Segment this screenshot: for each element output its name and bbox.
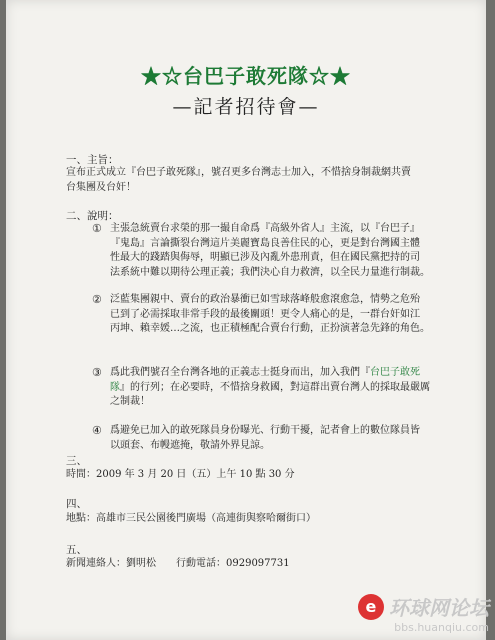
- event-time: 時間：2009 年 3 月 20 日（五）上午 10 點 30 分: [66, 469, 295, 480]
- item-line: 丙坤、賴幸媛…之流，也正積極配合賣台行動，正扮演著急先鋒的角色。: [110, 323, 430, 334]
- section-1-heading: 一、主旨：: [66, 154, 119, 166]
- item-2-text: [110, 293, 482, 337]
- item-line: 『鬼島』言論撕裂台灣這片美麗寶島良善住民的心，更是對台灣國主體: [110, 237, 420, 249]
- contact-info: 新聞連絡人：劉明松 行動電話：0929097731: [66, 558, 290, 569]
- item-4-text: [110, 424, 482, 453]
- section-1-line: 台集團及台奸！: [66, 181, 136, 193]
- organization-name-highlight: 隊: [110, 381, 120, 393]
- watermark-logo-icon: e: [358, 594, 384, 620]
- organization-name-highlight: 台巴子敢死: [370, 367, 420, 378]
- section-1-body: [66, 166, 476, 195]
- section-2-heading: 二、說明：: [66, 210, 119, 222]
- document-page: [6, 0, 486, 640]
- item-line: 爲此我們號召全台灣各地的正義志士挺身而出，加入我們『台巴子敢死: [110, 367, 420, 378]
- watermark-name: 环球网论坛: [389, 596, 489, 620]
- item-3-number: ③: [92, 366, 102, 379]
- section-3-heading: 三、: [66, 455, 87, 467]
- event-location: 地點：高雄市三民公園後門廣場（高連街與察哈爾街口）: [66, 513, 316, 524]
- site-watermark: [358, 592, 489, 634]
- section-5-heading: 五、: [66, 544, 87, 556]
- item-line: 性最大的踐踏與侮辱，明顯已涉及內亂外患刑責，但在國民黨把持的司: [110, 252, 420, 263]
- item-1-text: [110, 222, 482, 280]
- item-line: 已到了必需採取非常手段的最後關頭！更令人痛心的是，一群台奸如江: [110, 308, 420, 320]
- document-subtitle: —記者招待會—: [172, 96, 320, 118]
- item-line: 隊』的行列；在必要時，不惜捨身救國，對這群出賣台灣人的採取最嚴厲: [110, 381, 430, 393]
- section-4-heading: 四、: [66, 498, 87, 510]
- item-line: 法系統中難以期待公理正義；我們決心自力救濟，以全民力量進行制裁。: [110, 266, 430, 278]
- item-line: 以頭套、布幔遮掩，敬請外界見諒。: [110, 439, 270, 451]
- item-1-number: ①: [92, 222, 102, 235]
- watermark-url: bbs.huanqiu.com: [394, 621, 489, 634]
- item-2-number: ②: [92, 293, 102, 306]
- item-line: 爲避免已加入的敢死隊員身份曝光、行動干擾，記者會上的數位隊員皆: [110, 425, 420, 436]
- item-line: 之制裁！: [110, 396, 150, 407]
- item-line: 泛藍集團親中、賣台的政治暴衝已如雪球落峰般愈滾愈急，情勢之危殆: [110, 294, 420, 305]
- section-1-line: 宣布正式成立『台巴子敢死隊』，號召更多台灣志士加入，不惜捨身制裁網共賣: [66, 167, 411, 178]
- item-line: 主張急統賣台求榮的那一撮自命爲『高級外省人』主流，以『台巴子』: [110, 223, 420, 234]
- item-3-text: [110, 366, 482, 410]
- document-title: ★☆台巴子敢死隊☆★: [141, 64, 351, 88]
- item-4-number: ④: [92, 424, 102, 437]
